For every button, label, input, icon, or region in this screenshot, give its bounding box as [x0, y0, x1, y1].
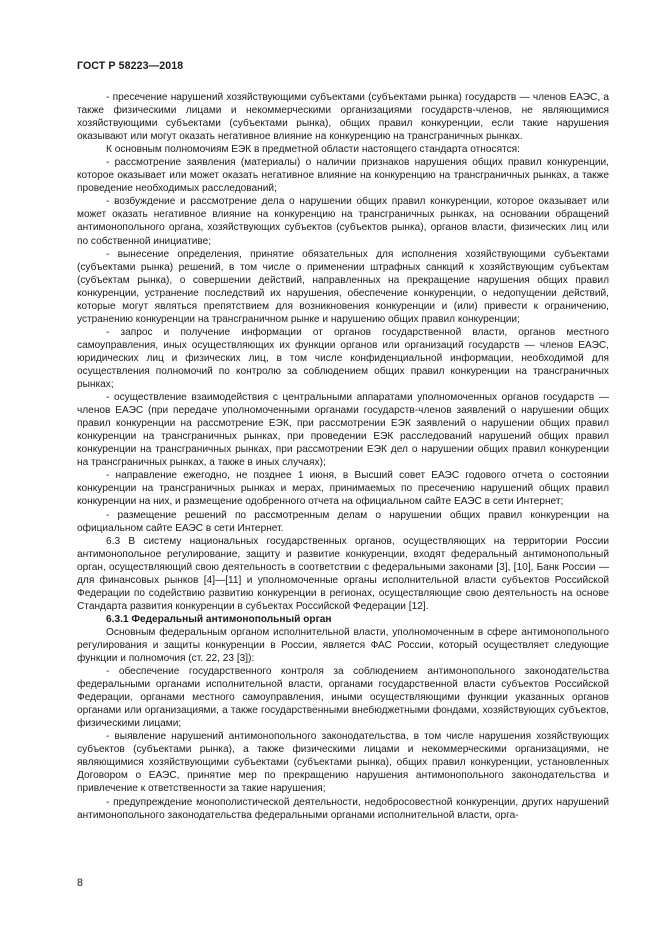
document-body	[77, 91, 609, 822]
paragraph: - размещение решений по рассмотренным делам о нарушении общих правил конкуренции на официальном сайте ЕАЭС в сети Интернет.	[77, 509, 609, 534]
paragraph: - вынесение определения, принятие обязательных для исполнения хозяйствующими субъектами (субъектами рынка) решений, в том числе о применении штрафных санкций к хозяйствующим субъектам (субъектам рынка), о совершении действий, направленных на прекращение нарушения общих правил конкуренции, устранение последствий их нарушения, обеспечение конкуренции, о недопущении действий, которые могут являться препятствием для возникновения конкуренции и (или) привести к ограничению, устранению конкуренции на трансграничном рынке и нарушению общих правил конкуренции;	[77, 248, 609, 325]
subsection-heading: 6.3.1 Федеральный антимонопольный орган	[106, 613, 332, 625]
page-number: 8	[77, 877, 83, 889]
paragraph: - выявление нарушений антимонопольного законодательства, в том числе нарушения хозяйствующих субъектов (субъектами рынка), а также физическими лицами и некоммерческими организациями, не являющимися хозяйствующими субъектами (субъектами рынка), общих правил конкуренции, установленных Договором о ЕАЭС, принятие мер по прекращению нарушения антимонопольного законодательства и привлечение к ответственности за такие нарушения;	[77, 731, 609, 795]
paragraph: - предупреждение монополистической деятельности, недобросовестной конкуренции, других нарушений антимонопольного законодательства федеральными органами исполнительной власти, орга-	[77, 796, 609, 821]
paragraph: Основным федеральным органом исполнительной власти, уполномоченным в сфере антимонопольного регулирования и защиты конкуренции в России, является ФАС России, который осуществляет следующие функции и полномочия (ст. 22, 23 [3]):	[77, 626, 609, 665]
paragraph: К основным полномочиям ЕЭК в предметной области настоящего стандарта относятся:	[106, 144, 520, 156]
paragraph: - пресечение нарушений хозяйствующими субъектами (субъектами рынка) государств — членов ЕАЭС, а также физическими лицами и некоммерческими организациями государств-членов, не являющимися хозяйствующими субъектами (субъектами рынка), общих правил конкуренции, если такие нарушения оказывают или могут оказать негативное влияние на конкуренцию на трансграничных рынках.	[77, 92, 609, 143]
paragraph: 6.3 В систему национальных государственных органов, осуществляющих на территории России антимонопольное регулирование, защиту и развитие конкуренции, входят федеральный антимонопольный орган, осуществляющий свою деятельность в соответствии с федеральными законами [3], [10], Банк России — для финансовых рынков [4]—[11] и уполномоченные органы исполнительной власти субъектов Российской Федерации по содействию развитию конкуренции в регионах, осуществляющие свою деятельность на основе Стандарта развития конкуренции в субъектах Российской Федерации [12].	[77, 535, 609, 612]
paragraph: - направление ежегодно, не позднее 1 июня, в Высший совет ЕАЭС годового отчета о состоянии конкуренции на трансграничных рынках и мерах, принимаемых по пресечению нарушений общих правил конкуренции на них, и размещение одобренного отчета на официальном сайте ЕАЭС в сети Интернет;	[77, 470, 609, 508]
paragraph: - возбуждение и рассмотрение дела о нарушении общих правил конкуренции, которое оказывает или может оказать негативное влияние на конкуренцию на трансграничных рынках, на основании обращений антимонопольного органа, хозяйствующих субъектов (субъектов рынка), органов власти, физических лиц или по собственной инициативе;	[77, 196, 609, 247]
paragraph: - запрос и получение информации от органов государственной власти, органов местного самоуправления, иных осуществляющих их функции органов или организаций государств — членов ЕАЭС, юридических лиц и физических лиц, в том числе конфиденциальной информации, необходимой для осуществления полномочий по контролю за соблюдением общих правил конкуренции на трансграничных рынках;	[77, 326, 609, 391]
paragraph: - обеспечение государственного контроля за соблюдением антимонопольного законодательства федеральными органами исполнительной власти, органами государственной власти субъектов Российской Федерации, органами местного самоуправления, иными осуществляющими функции указанных органов органами или организациями, а также государственными внебюджетными фондами, хозяйствующих субъектов, физическими лицами;	[77, 666, 609, 730]
standard-header: ГОСТ Р 58223—2018	[77, 60, 184, 72]
paragraph: - рассмотрение заявления (материалы) о наличии признаков нарушения общих правил конкуренции, которое оказывает или может оказать негативное влияние на конкуренцию на трансграничных рынках, а также проведение необходимых расследований;	[77, 157, 609, 195]
paragraph: - осуществление взаимодействия с центральными аппаратами уполномоченных органов государств — членов ЕАЭС (при передаче уполномоченными органами государств-членов заявлений о нарушении общих правил конкуренции на рассмотрение ЕЭК, при рассмотрении ЕЭК заявлений о нарушении общих правил конкуренции на трансграничных рынках, при проведении ЕЭК расследований нарушений общих правил конкуренции на трансграничных рынках, при рассмотрении ЕЭК дел о нарушении общих правил конкуренции на трансграничных рынках, а также в иных случаях);	[77, 392, 609, 469]
